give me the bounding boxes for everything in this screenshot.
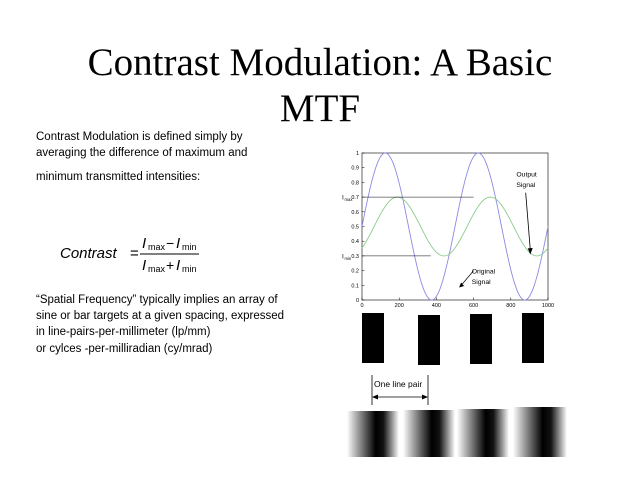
sine-target-cycle-3 bbox=[457, 409, 509, 457]
output-signal-label-line2: Signal bbox=[516, 181, 536, 189]
x-tick-label: 1000 bbox=[541, 303, 555, 309]
formula-num-a-sub: max bbox=[148, 242, 166, 252]
formula-num-a: I bbox=[142, 235, 147, 252]
formula-lhs: Contrast bbox=[60, 245, 117, 262]
y-tick-label: 0.3 bbox=[351, 253, 359, 260]
line-pair-arrow-right bbox=[422, 395, 428, 400]
sine-target-cycle-2 bbox=[403, 410, 455, 457]
imax-label-sub: max bbox=[344, 197, 353, 203]
bar-target-bar-4 bbox=[522, 313, 544, 363]
bar-target-bar-3 bbox=[470, 314, 492, 364]
imin-label-sub: min bbox=[344, 255, 352, 261]
slide-title: Contrast Modulation: A Basic MTF bbox=[87, 41, 553, 130]
contrast-formula bbox=[60, 230, 200, 278]
sine-target-cycle-1 bbox=[347, 411, 399, 457]
y-tick-label: 0 bbox=[355, 298, 359, 304]
formula-den-a-sub: max bbox=[148, 264, 166, 274]
y-tick-label: 0.4 bbox=[351, 239, 359, 246]
formula-den-a: I bbox=[142, 257, 147, 274]
x-tick-label: 400 bbox=[431, 303, 441, 309]
line-pair-label: One line pair bbox=[374, 379, 423, 389]
y-tick-label: 0.8 bbox=[351, 180, 359, 187]
y-tick-label: 0.2 bbox=[351, 268, 359, 275]
formula-den-b: I bbox=[176, 257, 181, 274]
formula-num-b-sub: min bbox=[182, 242, 197, 252]
x-tick-label: 0 bbox=[360, 303, 364, 309]
imin-label: I bbox=[342, 253, 344, 261]
formula-den-b-sub: min bbox=[182, 264, 197, 274]
spatial-frequency-text: “Spatial Frequency” typically implies an array of sine or bar targets at a given spacing, expressed in line-pairs-per-millimeter (lp/mm) bbox=[36, 294, 285, 338]
imax-label: I bbox=[342, 194, 344, 202]
line-pair-arrow-left bbox=[372, 395, 378, 400]
cycles-text: or cylces -per-milliradian (cy/mrad) bbox=[36, 343, 213, 355]
bar-target-bar-1 bbox=[362, 313, 384, 363]
formula-num-op: − bbox=[166, 235, 175, 251]
formula-den-op: + bbox=[166, 257, 175, 273]
definition-text: Contrast Modulation is defined simply by averaging the difference of maximum and bbox=[36, 131, 248, 159]
sine-target bbox=[345, 405, 570, 460]
bar-target bbox=[340, 305, 560, 375]
y-tick-label: 0.7 bbox=[351, 195, 359, 202]
y-tick-label: 1 bbox=[355, 151, 359, 157]
y-tick-label: 0.1 bbox=[351, 283, 359, 290]
one-line-pair-marker bbox=[360, 375, 440, 409]
original-signal-label-line1: Original bbox=[471, 268, 496, 276]
y-tick-label: 0.9 bbox=[351, 165, 359, 172]
original-signal-label-line2: Signal bbox=[471, 278, 491, 286]
definition-text-continued: minimum transmitted intensities: bbox=[36, 171, 201, 183]
x-tick-label: 600 bbox=[469, 303, 479, 309]
sine-target-cycle-4 bbox=[513, 407, 567, 457]
x-tick-label: 200 bbox=[394, 303, 404, 309]
formula-num-b: I bbox=[176, 235, 181, 252]
chart-annotations bbox=[342, 172, 537, 288]
output-signal-arrow bbox=[526, 193, 531, 251]
x-tick-label: 800 bbox=[506, 303, 516, 309]
y-tick-label: 0.5 bbox=[351, 224, 359, 231]
formula-equals: = bbox=[130, 245, 139, 262]
mtf-chart bbox=[320, 145, 560, 313]
y-tick-label: 0.6 bbox=[351, 209, 359, 216]
bar-target-bar-2 bbox=[418, 315, 440, 365]
output-signal-label-line1: Output bbox=[516, 171, 537, 179]
